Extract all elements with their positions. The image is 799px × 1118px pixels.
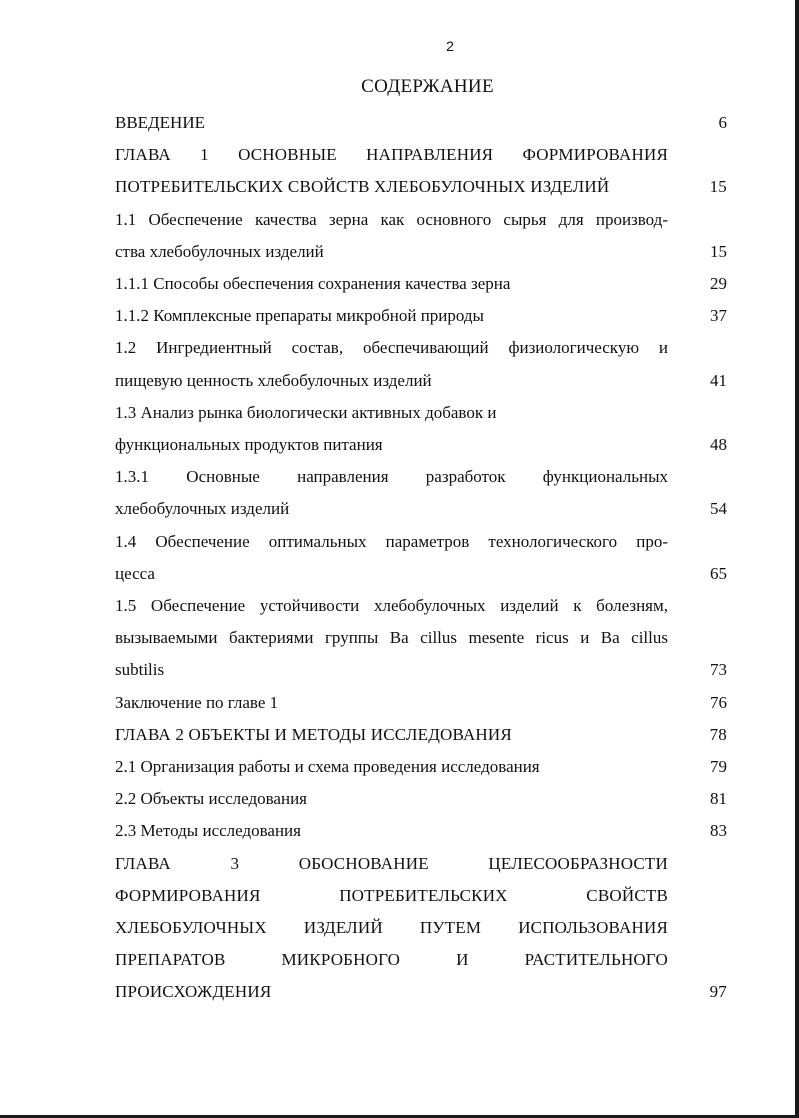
toc-entry-text (115, 107, 668, 139)
toc-entry-page: 15 (710, 241, 727, 261)
toc-entry-text (115, 397, 668, 461)
toc-entry-1-1[interactable] (115, 204, 727, 268)
toc-entry-line: 1.2 Ингредиентный состав, обеспечивающий физиологическую и (115, 338, 668, 358)
toc-entry-line: 1.3 Анализ рынка биологически активных добавок и (115, 402, 497, 422)
toc-entry-line: ФОРМИРОВАНИЯ ПОТРЕБИТЕЛЬСКИХ СВОЙСТВ (115, 885, 668, 905)
toc-entry-text (115, 783, 668, 815)
toc-entry-page: 78 (709, 724, 727, 744)
toc-entry-line: 2.1 Организация работы и схема проведения исследования (115, 757, 540, 777)
toc-entry-1-3[interactable] (115, 397, 727, 461)
toc-entry-page: 81 (710, 789, 727, 809)
toc-entry-line: вызываемыми бактериями группы Ba cillus mesente ricus и Ba cillus (115, 628, 668, 648)
toc-entry-page: 29 (710, 274, 727, 294)
toc-entry-page: 76 (710, 692, 727, 712)
page-edge-right (795, 0, 799, 1118)
toc-entry-line: 1.5 Обеспечение устойчивости хлебобулочных изделий к болезням, (115, 596, 668, 616)
toc-entry-line: ПРЕПАРАТОВ МИКРОБНОГО И РАСТИТЕЛЬНОГО (115, 950, 668, 970)
toc-entry-introduction[interactable] (115, 107, 727, 139)
toc-entry-chapter-1[interactable] (115, 139, 727, 203)
toc-entry-line: 2.3 Методы исследования (115, 821, 301, 841)
toc-entry-line: ГЛАВА 3 ОБОСНОВАНИЕ ЦЕЛЕСООБРАЗНОСТИ (115, 853, 668, 873)
toc-entry-text (115, 526, 668, 590)
toc-entry-text (115, 751, 668, 783)
toc-entry-line: цесса (115, 563, 155, 583)
toc-entry-text (115, 719, 668, 751)
toc-entry-text (115, 300, 668, 332)
page-number: 2 (446, 38, 454, 54)
toc-entry-2-1[interactable] (115, 751, 727, 783)
toc-entry-line: ГЛАВА 1 ОСНОВНЫЕ НАПРАВЛЕНИЯ ФОРМИРОВАНИЯ (115, 145, 668, 165)
toc-entry-text (115, 204, 668, 268)
toc-entry-line: 2.2 Объекты исследования (115, 789, 307, 809)
toc-entry-chapter-1-conclusion[interactable] (115, 687, 727, 719)
toc-entry-1-2[interactable] (115, 332, 727, 396)
toc-entry-page: 65 (710, 563, 727, 583)
toc-entry-line: 1.1 Обеспечение качества зерна как основного сырья для производ- (115, 209, 668, 229)
toc-entry-page: 15 (709, 177, 727, 197)
toc-entry-text (115, 332, 668, 396)
toc-entry-line: ПОТРЕБИТЕЛЬСКИХ СВОЙСТВ ХЛЕБОБУЛОЧНЫХ ИЗДЕЛИЙ (115, 177, 610, 197)
toc-entry-line: ГЛАВА 2 ОБЪЕКТЫ И МЕТОДЫ ИССЛЕДОВАНИЯ (115, 724, 512, 744)
toc-entry-line: 1.1.1 Способы обеспечения сохранения качества зерна (115, 274, 511, 294)
toc-entry-page: 79 (710, 757, 727, 777)
toc-entry-text (115, 848, 668, 1009)
toc-entry-page: 54 (710, 499, 727, 519)
toc-entry-line: ВВЕДЕНИЕ (115, 113, 205, 132)
toc-entry-1-1-1[interactable] (115, 268, 727, 300)
toc-entry-page: 37 (710, 306, 727, 326)
toc-entry-page: 6 (718, 113, 727, 132)
toc-entry-text (115, 268, 668, 300)
toc-entry-1-3-1[interactable] (115, 461, 727, 525)
toc-entry-page: 41 (710, 370, 727, 390)
toc-entry-page: 48 (710, 435, 727, 455)
toc-entry-chapter-2[interactable] (115, 719, 727, 751)
toc-entry-2-2[interactable] (115, 783, 727, 815)
toc-entry-1-1-2[interactable] (115, 300, 727, 332)
toc-entry-chapter-3[interactable] (115, 848, 727, 1009)
toc-entry-page: 73 (710, 660, 727, 680)
toc-entry-line: ПРОИСХОЖДЕНИЯ (115, 982, 272, 1002)
toc-entry-line: хлебобулочных изделий (115, 499, 290, 519)
toc-entry-1-4[interactable] (115, 526, 727, 590)
toc-entry-line: ства хлебобулочных изделий (115, 241, 324, 261)
toc-entry-2-3[interactable] (115, 815, 727, 847)
toc-entry-text (115, 139, 668, 203)
toc-entry-line: 1.1.2 Комплексные препараты микробной природы (115, 306, 484, 326)
toc-entry-text (115, 687, 668, 719)
toc-entry-line: 1.4 Обеспечение оптимальных параметров технологического про- (115, 531, 668, 551)
toc-entry-1-5[interactable] (115, 590, 727, 687)
toc-entry-line: subtilis (115, 660, 165, 680)
toc-entry-line: 1.3.1 Основные направления разработок функциональных (115, 467, 668, 487)
toc-entry-line: Заключение по главе 1 (115, 692, 279, 712)
table-of-contents (115, 107, 727, 1009)
toc-entry-text (115, 815, 668, 847)
toc-entry-line: функциональных продуктов питания (115, 435, 383, 455)
toc-entry-line: ХЛЕБОБУЛОЧНЫХ ИЗДЕЛИЙ ПУТЕМ ИСПОЛЬЗОВАНИЯ (115, 918, 668, 938)
toc-entry-page: 83 (710, 821, 727, 841)
toc-title: СОДЕРЖАНИЕ (361, 76, 494, 97)
toc-entry-text (115, 590, 668, 687)
toc-entry-line: пищевую ценность хлебобулочных изделий (115, 370, 432, 390)
toc-entry-text (115, 461, 668, 525)
toc-entry-page: 97 (709, 982, 727, 1002)
